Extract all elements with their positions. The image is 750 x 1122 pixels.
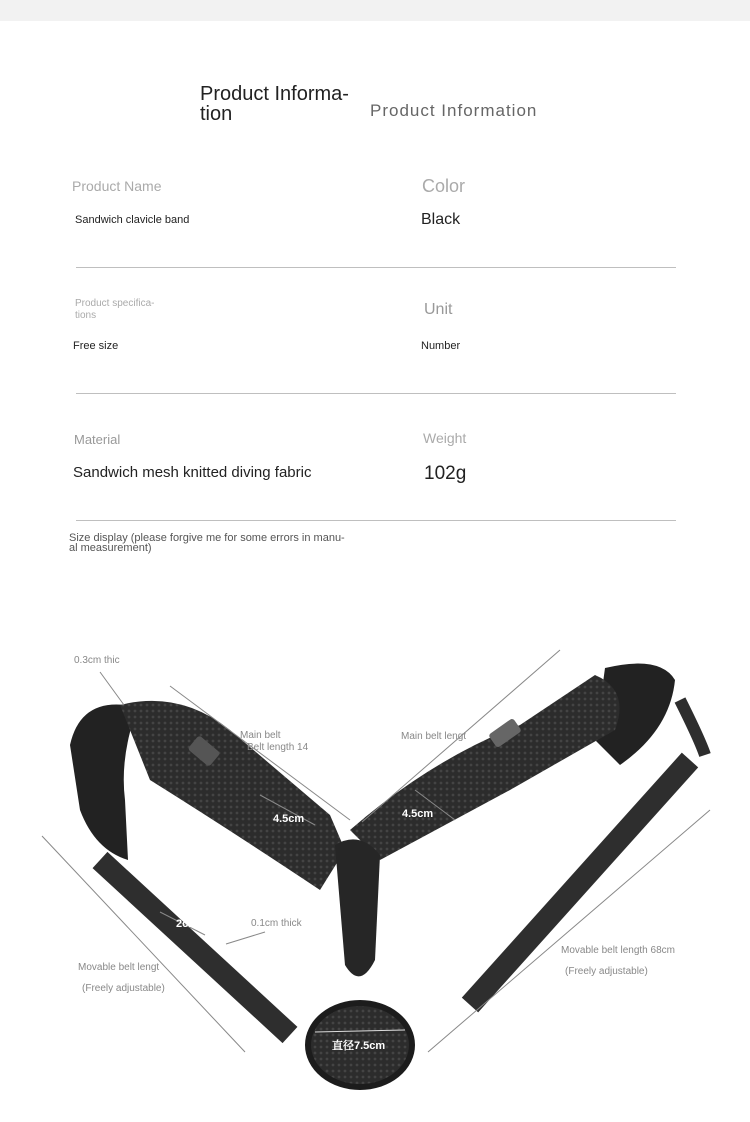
- center-spine: [335, 839, 380, 976]
- weight-label: Weight: [423, 430, 467, 446]
- unit-label: Unit: [424, 301, 453, 318]
- movable-right-note: (Freely adjustable): [565, 966, 648, 977]
- color-label: Color: [422, 176, 466, 196]
- right-width-label: 4.5cm: [402, 808, 434, 820]
- main-belt-right-label: Main belt lengt: [401, 731, 467, 742]
- specification-label: Product specifica- tions: [75, 298, 155, 321]
- left-width-label: 4.5cm: [273, 813, 305, 825]
- divider-2: [76, 393, 676, 394]
- thickness-mid-label: 0.1cm thick: [251, 918, 302, 929]
- left-main-belt: [120, 701, 345, 890]
- left-shoulder-pad: [70, 705, 135, 861]
- divider-3: [76, 520, 676, 521]
- diameter-label: 直径7.5cm: [332, 1040, 386, 1052]
- product-name-label: Product Name: [72, 178, 162, 194]
- size-note: Size display (please forgive me for some errors in manu- al measurement): [69, 532, 345, 554]
- main-belt-left-label: Main belt: [240, 730, 281, 741]
- material-value: Sandwich mesh knitted diving fabric: [73, 464, 312, 481]
- right-main-belt: [350, 675, 620, 860]
- left-movable-strap: [100, 860, 290, 1035]
- movable-left-label: Movable belt lengt: [78, 962, 160, 973]
- page-title: Product Informa- tion: [200, 83, 349, 125]
- movable-left-note: (Freely adjustable): [82, 983, 165, 994]
- page-subtitle: Product Information: [370, 101, 538, 120]
- movable-right-label: Movable belt length 68cm: [561, 945, 675, 956]
- product-diagram: [0, 630, 750, 1110]
- strap-width-label: 2cm: [176, 918, 199, 930]
- divider-1: [76, 267, 676, 268]
- main-belt-left-length: Belt length 14: [247, 742, 309, 753]
- thickness-top-label: 0.3cm thic: [74, 655, 120, 666]
- unit-value: Number: [421, 340, 461, 352]
- product-name-value: Sandwich clavicle band: [75, 214, 190, 226]
- weight-value: 102g: [424, 463, 467, 484]
- top-bar: [0, 0, 750, 21]
- material-label: Material: [74, 432, 121, 447]
- color-value: Black: [421, 211, 461, 228]
- specification-value: Free size: [73, 340, 119, 352]
